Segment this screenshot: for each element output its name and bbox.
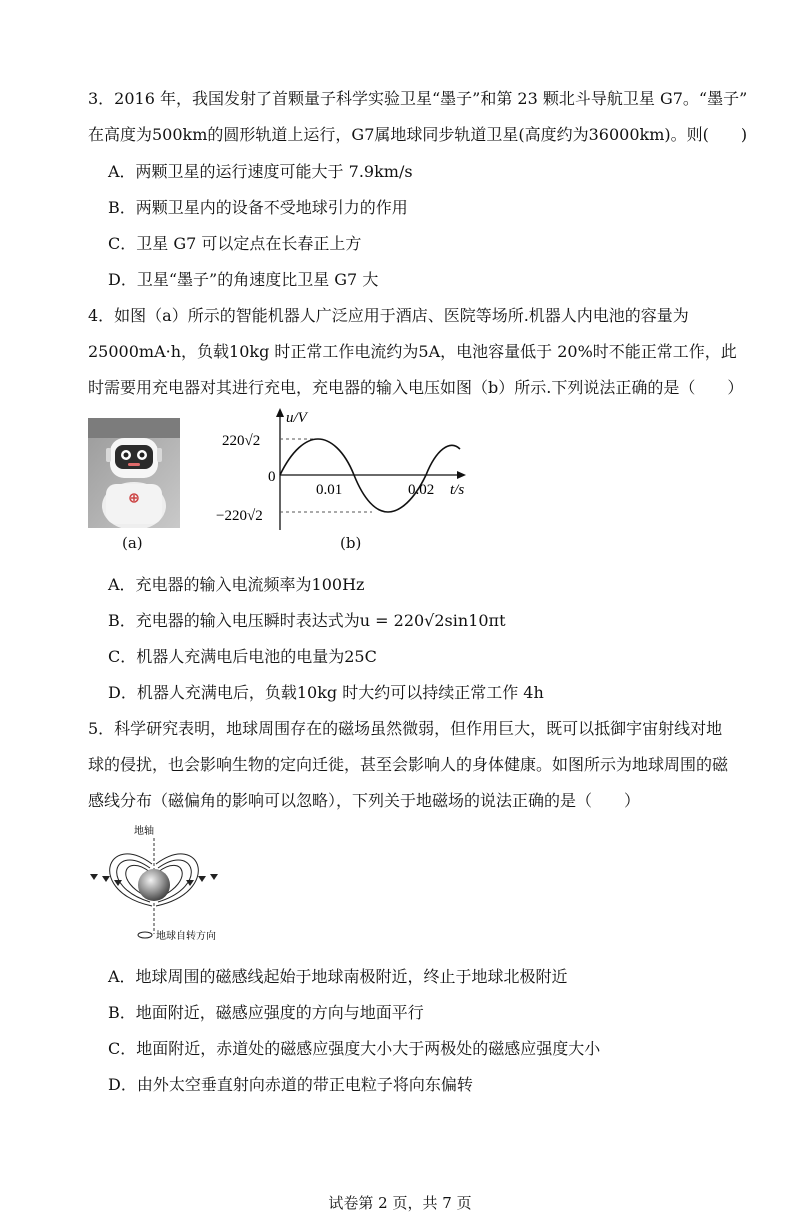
- earth-sphere: [138, 869, 170, 901]
- x-axis-label: t/s: [450, 482, 465, 498]
- x-tick-002: 0.02: [408, 482, 435, 498]
- q4-option-d[interactable]: D．机器人充满电后，负载10kg 时大约可以持续正常工作 4h: [108, 683, 544, 702]
- q4-option-a[interactable]: A．充电器的输入电流频率为100Hz: [108, 575, 365, 594]
- q5-option-d[interactable]: D．由外太空垂直射向赤道的带正电粒子将向东偏转: [108, 1075, 473, 1094]
- q3-option-b[interactable]: B．两颗卫星内的设备不受地球引力的作用: [108, 198, 408, 217]
- q5-stem-line3: 感线分布（磁偏角的影响可以忽略），下列关于地磁场的说法正确的是（ ）: [88, 791, 641, 810]
- page-footer: 试卷第 2 页，共 7 页: [328, 1194, 472, 1212]
- q3-option-a[interactable]: A．两颗卫星的运行速度可能大于 7.9km/s: [108, 162, 413, 181]
- earth-magnetic-field-figure: [84, 822, 224, 944]
- q4-stem-line2: 25000mA·h，负载10kg 时正常工作电流约为5A，电池容量低于 20%时不能正常工作，此: [88, 342, 737, 361]
- figure-b-caption: (b): [340, 534, 362, 552]
- q5-option-a[interactable]: A．地球周围的磁感线起始于地球南极附近，终止于地球北极附近: [108, 967, 568, 986]
- earth-rotation-label: 地球自转方向: [156, 931, 216, 942]
- q4-option-c[interactable]: C．机器人充满电后电池的电量为25C: [108, 647, 377, 666]
- q5-stem-line1: 5．科学研究表明，地球周围存在的磁场虽然微弱，但作用巨大，既可以抵御宇宙射线对地: [88, 719, 723, 738]
- q4-stem-line1: 4．如图（a）所示的智能机器人广泛应用于酒店、医院等场所.机器人内电池的容量为: [88, 306, 689, 325]
- q3-stem-line2: 在高度为500km的圆形轨道上运行，G7属地球同步轨道卫星(高度约为36000km)。则( ): [88, 125, 748, 144]
- origin-label: 0: [268, 469, 276, 485]
- x-tick-001: 0.01: [316, 482, 343, 498]
- y-axis-label: u/V: [286, 410, 307, 426]
- earth-axis-label: 地轴: [134, 826, 154, 837]
- q3-stem-line1: 3．2016 年，我国发射了首颗量子科学实验卫星“墨子”和第 23 颗北斗导航卫星 G7。“墨子”: [88, 89, 748, 108]
- y-min-label: −220√2: [216, 508, 263, 524]
- y-max-label: 220√2: [222, 433, 261, 449]
- voltage-graph: [216, 406, 476, 536]
- q5-option-b[interactable]: B．地面附近，磁感应强度的方向与地面平行: [108, 1003, 424, 1022]
- q4-stem-line3: 时需要用充电器对其进行充电，充电器的输入电压如图（b）所示.下列说法正确的是（ ）: [88, 378, 744, 397]
- q5-option-c[interactable]: C．地面附近，赤道处的磁感应强度大小大于两极处的磁感应强度大小: [108, 1039, 601, 1058]
- q3-option-c[interactable]: C．卫星 G7 可以定点在长春正上方: [108, 234, 362, 253]
- robot-photo: [88, 418, 180, 528]
- q4-option-b[interactable]: B．充电器的输入电压瞬时表达式为u = 220√2sin10πt: [108, 611, 506, 630]
- q5-stem-line2: 球的侵扰，也会影响生物的定向迁徙，甚至会影响人的身体健康。如图所示为地球周围的磁: [88, 755, 729, 774]
- q3-option-d[interactable]: D．卫星“墨子”的角速度比卫星 G7 大: [108, 270, 379, 289]
- figure-a-caption: (a): [122, 534, 143, 552]
